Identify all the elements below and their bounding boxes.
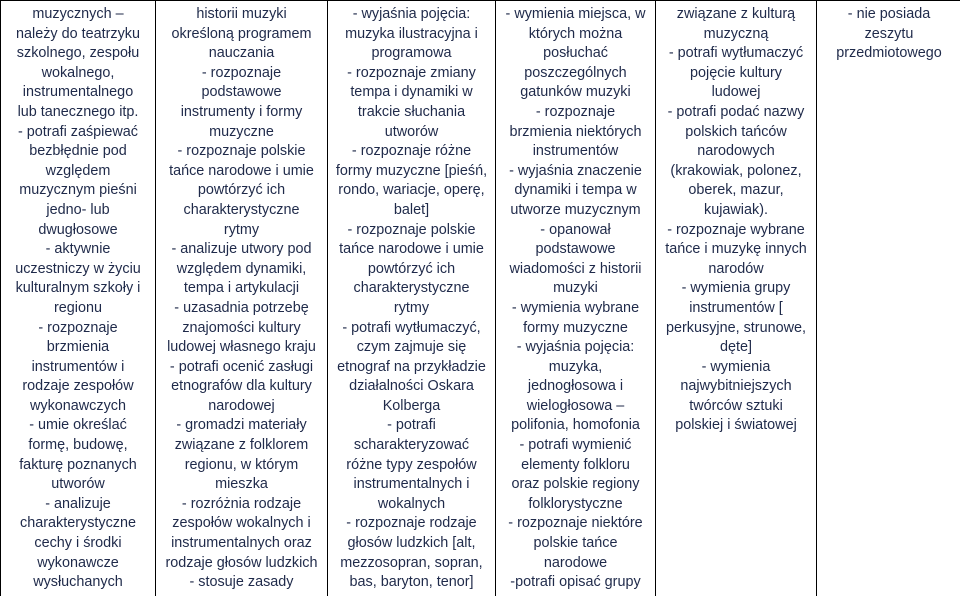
- text-line: związane z folklorem: [174, 437, 309, 454]
- text-line: poszczególnych: [524, 64, 627, 81]
- text-line: rodzaje głosów ludzkich: [165, 554, 318, 571]
- text-line: określoną programem: [171, 25, 312, 42]
- text-line: związane z kulturą: [676, 6, 796, 22]
- text-line: kulturalnym szkoły i: [15, 280, 141, 297]
- text-line: utworze muzycznym: [510, 201, 641, 218]
- text-line: dynamiki i tempa w: [514, 182, 637, 199]
- text-line: ludowej: [711, 84, 761, 101]
- text-line: - wymienia wybrane: [511, 299, 640, 316]
- text-line: powtórzyć ich: [197, 182, 286, 199]
- text-line: elementy folkloru: [521, 456, 630, 473]
- text-line: trakcie słuchania: [357, 103, 466, 120]
- text-line: twórców sztuki: [689, 397, 783, 414]
- text-line: posłuchać: [543, 45, 608, 62]
- text-line: - potrafi ocenić zasługi: [169, 358, 314, 375]
- criteria-cell-col-2: [156, 1, 328, 596]
- text-line: polskie tańce: [533, 535, 618, 552]
- text-line: wykonawczych: [30, 397, 126, 414]
- text-line: rondo, wariacje, operę,: [338, 182, 485, 199]
- text-line: etnografów dla kultury: [171, 378, 312, 395]
- text-line: dęte]: [719, 339, 752, 356]
- text-line: instrumentalnych oraz: [171, 535, 312, 552]
- text-line: gatunków muzyki: [520, 84, 631, 101]
- text-line: historii muzyki: [196, 6, 287, 22]
- text-line: dwugłosowe: [38, 221, 118, 238]
- text-line: tempa i dynamiki w: [350, 84, 473, 101]
- text-line: formę, budowę,: [28, 437, 128, 454]
- text-line: - rozpoznaje polskie: [177, 143, 306, 160]
- text-line: bezbłędnie pod: [29, 143, 127, 160]
- text-line: czym zajmuje się: [356, 339, 467, 356]
- text-line: -potrafi opisać grupy: [510, 574, 641, 591]
- text-line: muzyka ilustracyjna i: [345, 25, 478, 42]
- text-line: instrumentów [: [689, 299, 783, 316]
- text-line: jednogłosowa i: [527, 378, 624, 395]
- text-line: - rozpoznaje polskie: [347, 221, 476, 238]
- text-line: wokalnego,: [41, 64, 115, 81]
- text-line: - potrafi podać nazwy: [667, 103, 805, 120]
- text-line: Kolberga: [382, 397, 441, 414]
- text-line: - analizuje utwory pod: [171, 241, 312, 258]
- text-line: - rozpoznaje: [38, 319, 118, 336]
- text-line: (krakowiak, polonez,: [670, 162, 802, 179]
- text-line: rytmy: [223, 221, 260, 238]
- text-line: - umie określać: [29, 417, 127, 434]
- text-line: - stosuje zasady: [189, 574, 294, 591]
- text-line: - rozpoznaje niektóre: [508, 515, 643, 532]
- text-line: formy muzyczne [pieśń,: [335, 162, 488, 179]
- text-line: regionu: [53, 299, 102, 316]
- text-line: tempa i artykulacji: [183, 280, 300, 297]
- text-line: perkusyjne, strunowe,: [666, 319, 806, 336]
- text-line: balet]: [393, 201, 430, 218]
- text-line: - rozpoznaje rodzaje: [346, 515, 477, 532]
- text-line: polifonia, homofonia: [511, 417, 640, 434]
- text-line: należy do teatrzyku: [16, 25, 140, 42]
- text-line: programowa: [371, 45, 452, 62]
- table-row: [1, 1, 960, 596]
- text-line: - rozpoznaje różne: [351, 143, 472, 160]
- text-line: polskiej i światowej: [675, 417, 797, 434]
- text-line: działalności Oskara: [349, 378, 474, 395]
- text-line: jedno- lub: [46, 201, 110, 218]
- text-line: instrumentalnych i: [353, 476, 470, 493]
- text-line: tańce narodowe i umie: [339, 241, 484, 258]
- text-line: szkolnego, zespołu: [16, 45, 140, 62]
- text-line: tańce i muzykę innych: [665, 241, 807, 258]
- text-line: - potrafi wymienić: [519, 437, 632, 454]
- criteria-cell-col-5: [656, 1, 817, 596]
- text-line: muzycznym pieśni: [19, 182, 137, 199]
- text-line: zespołów wokalnych i: [172, 515, 311, 532]
- text-line: instrumentów: [532, 143, 619, 160]
- text-line: etnograf na przykładzie: [337, 358, 486, 375]
- text-line: muzyki: [553, 280, 598, 297]
- text-line: - rozpoznaje zmiany: [347, 64, 476, 81]
- text-line: polskich tańców: [685, 123, 787, 140]
- text-line: narodów: [708, 260, 764, 277]
- text-line: podstawowe: [535, 241, 616, 258]
- text-line: narodowych: [697, 143, 775, 160]
- text-line: mezzosopran, sopran,: [340, 554, 483, 571]
- text-line: oberek, mazur,: [688, 182, 784, 199]
- text-line: charakterystyczne: [183, 201, 300, 218]
- text-line: - wyjaśnia znaczenie: [509, 162, 642, 179]
- text-line: muzyczne: [209, 123, 274, 140]
- text-line: instrumenty i formy: [180, 103, 303, 120]
- text-line: - opanował: [540, 221, 611, 238]
- text-line: muzyczną: [703, 25, 769, 42]
- text-line: wokalnych: [377, 495, 446, 512]
- text-line: brzmienia niektórych: [509, 123, 642, 140]
- text-line: najwybitniejszych: [680, 378, 792, 395]
- criteria-cell-col-6: [817, 1, 960, 596]
- text-line: - rozróżnia rodzaje: [181, 495, 302, 512]
- text-line: utworów: [51, 476, 105, 493]
- text-line: wykonawcze: [37, 554, 119, 571]
- text-line: - potrafi: [387, 417, 436, 434]
- text-line: instrumentalnego: [22, 84, 134, 101]
- text-line: których można: [528, 25, 623, 42]
- text-line: nauczania: [208, 45, 275, 62]
- text-line: kujawiak).: [704, 201, 768, 218]
- text-line: cechy i środki: [34, 535, 122, 552]
- text-line: pojęcie kultury: [690, 64, 782, 81]
- text-line: oraz polskie regiony: [511, 476, 640, 493]
- text-line: instrumentów i: [31, 358, 125, 375]
- text-line: - gromadzi materiały: [176, 417, 307, 434]
- text-line: powtórzyć ich: [367, 260, 456, 277]
- text-line: rytmy: [393, 299, 430, 316]
- text-line: względem: [45, 162, 111, 179]
- text-line: narodowe: [543, 554, 608, 571]
- text-line: podstawowe: [201, 84, 282, 101]
- text-line: - potrafi wytłumaczyć,: [342, 319, 481, 336]
- text-line: - wyjaśnia pojęcia:: [352, 6, 471, 22]
- text-line: ludowej własnego kraju: [167, 339, 316, 356]
- text-line: - potrafi wytłumaczyć: [668, 45, 804, 62]
- text-line: względem dynamiki,: [176, 260, 307, 277]
- text-line: znajomości kultury: [182, 319, 301, 336]
- text-line: - nie posiada: [847, 6, 931, 22]
- text-line: tańce narodowe i umie: [169, 162, 314, 179]
- text-line: muzyka,: [548, 358, 603, 375]
- text-line: mieszka: [215, 476, 268, 493]
- text-line: brzmienia: [46, 339, 110, 356]
- text-line: muzycznych –: [32, 6, 124, 22]
- text-line: - rozpoznaje: [201, 64, 282, 81]
- text-line: różne typy zespołów: [346, 456, 477, 473]
- text-line: - uzasadnia potrzebę: [174, 299, 309, 316]
- text-line: - wymienia: [701, 358, 771, 375]
- text-line: zeszytu: [864, 25, 914, 42]
- text-line: wiadomości z historii: [509, 260, 642, 277]
- text-line: - wymienia grupy: [681, 280, 791, 297]
- text-line: rodzaje zespołów: [22, 378, 134, 395]
- text-line: - potrafi zaśpiewać: [18, 123, 138, 140]
- text-line: scharakteryzować: [353, 437, 470, 454]
- text-line: - wyjaśnia pojęcia:: [516, 339, 635, 356]
- text-line: - wymienia miejsca, w: [505, 6, 646, 22]
- text-line: przedmiotowego: [836, 45, 942, 62]
- text-line: utworów: [384, 123, 439, 140]
- text-line: wysłuchanych: [33, 574, 123, 591]
- text-line: fakturę poznanych: [19, 456, 137, 473]
- text-line: głosów ludzkich [alt,: [347, 535, 476, 552]
- criteria-cell-col-4: [496, 1, 656, 596]
- text-line: - rozpoznaje: [535, 103, 616, 120]
- criteria-cell-col-3: [328, 1, 496, 596]
- text-line: folklorystyczne: [528, 495, 623, 512]
- text-line: - aktywnie: [45, 241, 111, 258]
- text-line: lub tanecznego itp.: [17, 103, 139, 120]
- text-line: wielogłosowa –: [526, 397, 625, 414]
- text-line: charakterystyczne: [20, 515, 136, 532]
- text-line: - analizuje: [45, 495, 111, 512]
- text-line: bas, baryton, tenor]: [349, 574, 474, 591]
- text-line: - rozpoznaje wybrane: [667, 221, 805, 238]
- text-line: regionu, w którym: [184, 456, 299, 473]
- text-line: formy muzyczne: [523, 319, 628, 336]
- text-line: narodowej: [208, 397, 275, 414]
- criteria-cell-col-1: [1, 1, 156, 596]
- text-line: uczestniczy w życiu: [15, 260, 141, 277]
- text-line: charakterystyczne: [353, 280, 470, 297]
